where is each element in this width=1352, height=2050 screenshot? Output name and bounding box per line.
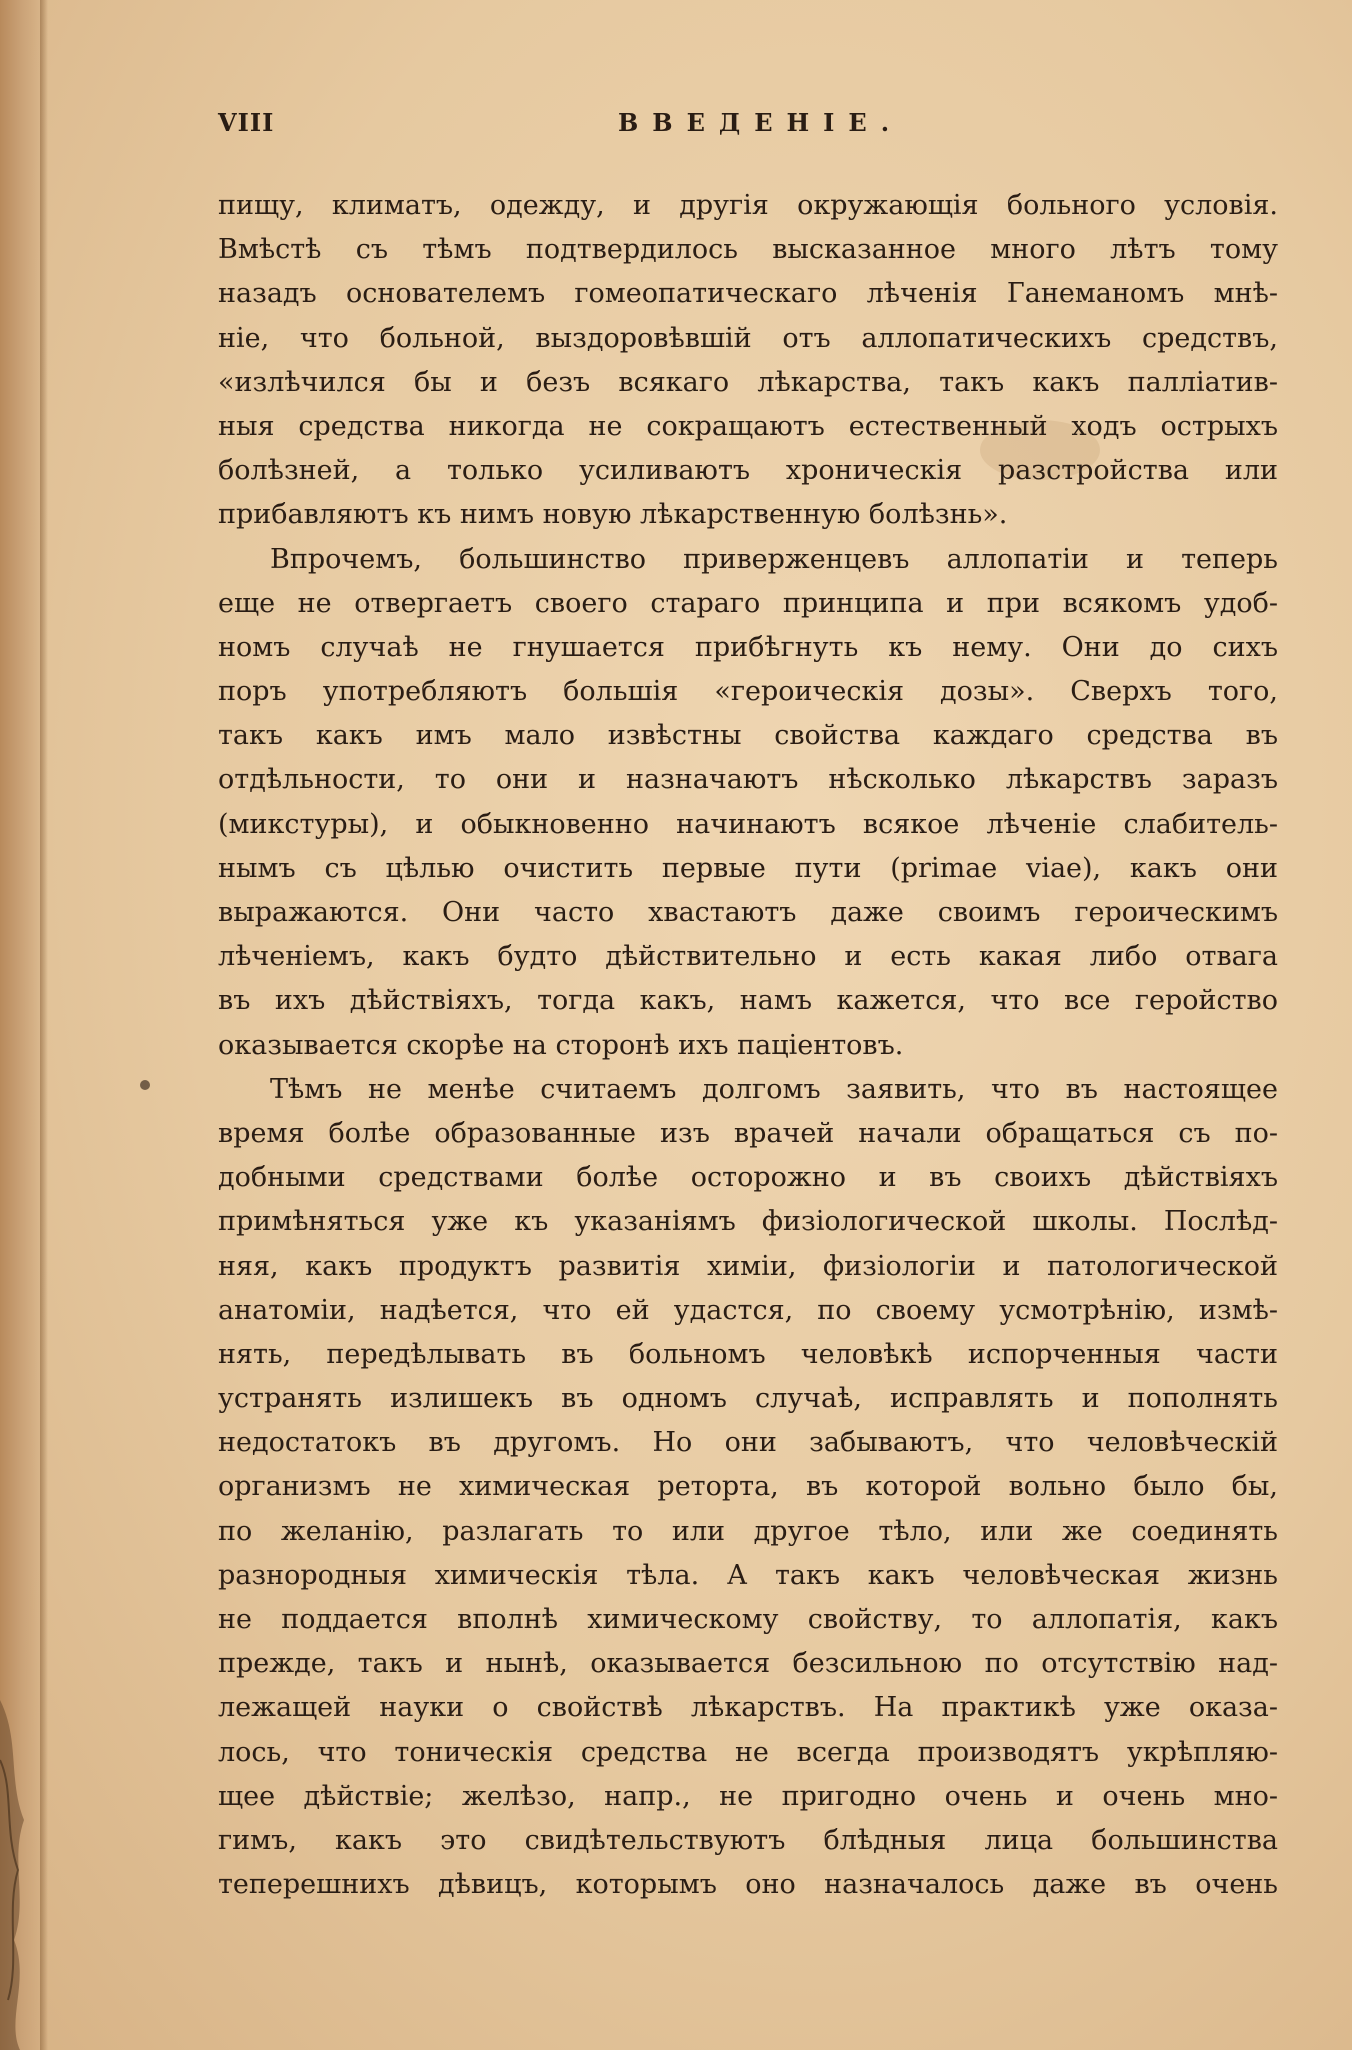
text-line: разнородныя химическія тѣла. А такъ какъ человѣческая жизнь — [218, 1559, 1278, 1591]
text-line: болѣзней, а только усиливаютъ хроническія разстройства или — [218, 455, 1278, 487]
text-line: оказывается скорѣе на сторонѣ ихъ паціентовъ. — [218, 1029, 904, 1061]
text-line: не поддается вполнѣ химическому свойству, то аллопатія, какъ — [218, 1604, 1278, 1635]
text-line: лѣченіемъ, какъ будто дѣйствительно и есть какая либо отвага — [218, 941, 1278, 973]
text-line: въ ихъ дѣйствіяхъ, тогда какъ, намъ кажется, что все геройство — [218, 985, 1278, 1017]
text-line: недостатокъ въ другомъ. Но они забываютъ, что человѣческій — [218, 1427, 1278, 1459]
paragraph — [218, 1068, 1278, 1908]
text-line: организмъ не химическая реторта, въ которой вольно было бы, — [218, 1471, 1278, 1503]
binding-ornament-icon — [0, 1700, 34, 2050]
text-line: (микстуры), и обыкновенно начинаютъ всякое лѣченіе слабитель- — [218, 808, 1278, 840]
text-line: ніе, что больной, выздоровѣвшій отъ аллопатическихъ средствъ, — [218, 322, 1278, 354]
text-line: ныя средства никогда не сокращаютъ естественный ходъ острыхъ — [218, 410, 1278, 442]
text-line: теперешнихъ дѣвицъ, которымъ оно назначалось даже въ очень — [218, 1869, 1278, 1901]
text-line: пищу, климатъ, одежду, и другія окружающія больного условія. — [218, 190, 1278, 221]
text-line: поръ употребляютъ большія «героическія дозы». Сверхъ того, — [218, 676, 1278, 708]
text-line: по желанію, разлагать то или другое тѣло, или же соединять — [218, 1515, 1278, 1547]
text-line: «излѣчился бы и безъ всякаго лѣкарства, такъ какъ палліатив- — [218, 366, 1278, 398]
text-line: Тѣмъ не менѣе считаемъ долгомъ заявить, что въ настоящее — [270, 1073, 1278, 1105]
paragraph — [218, 538, 1278, 1068]
text-line: прежде, такъ и нынѣ, оказывается безсильною по отсутствію над- — [218, 1648, 1278, 1680]
ink-speck — [140, 1080, 150, 1090]
running-head — [218, 100, 1278, 150]
text-line: устранять излишекъ въ одномъ случаѣ, исправлять и пополнять — [218, 1383, 1278, 1415]
paragraph — [218, 184, 1278, 538]
text-line: нымъ съ цѣлью очистить первые пути (primae viae), какъ они — [218, 852, 1278, 884]
text-line: гимъ, какъ это свидѣтельствуютъ блѣдныя лица большинства — [218, 1824, 1278, 1856]
text-line: выражаются. Они часто хвастаютъ даже своимъ героическимъ — [218, 897, 1278, 928]
text-line: примѣняться уже къ указаніямъ физіологической школы. Послѣд- — [218, 1206, 1278, 1238]
text-line: прибавляютъ къ нимъ новую лѣкарственную болѣзнь». — [218, 499, 1008, 531]
text-line: Вмѣстѣ съ тѣмъ подтвердилось высказанное много лѣтъ тому — [218, 234, 1278, 266]
text-line: время болѣе образованные изъ врачей начали обращаться съ по- — [218, 1117, 1278, 1149]
body-text — [218, 184, 1278, 1907]
text-line: назадъ основателемъ гомеопатическаго лѣченія Ганеманомъ мнѣ- — [218, 278, 1278, 310]
text-line: лежащей науки о свойствѣ лѣкарствъ. На практикѣ уже оказа- — [218, 1692, 1278, 1724]
page-number: VIII — [218, 108, 275, 137]
gutter-shadow — [40, 0, 48, 2050]
text-line: отдѣльности, то они и назначаютъ нѣсколько лѣкарствъ заразъ — [218, 764, 1278, 796]
text-line: добными средствами болѣе осторожно и въ своихъ дѣйствіяхъ — [218, 1162, 1278, 1194]
text-line: щее дѣйствіе; желѣзо, напр., не пригодно очень и очень мно- — [218, 1780, 1278, 1812]
text-line: нять, передѣлывать въ больномъ человѣкѣ испорченныя части — [218, 1338, 1278, 1370]
book-page — [218, 100, 1278, 1907]
text-line: лось, что тоническія средства не всегда производятъ укрѣпляю- — [218, 1736, 1278, 1768]
text-line: номъ случаѣ не гнушается прибѣгнуть къ нему. Они до сихъ — [218, 631, 1278, 663]
text-line: анатоміи, надѣется, что ей удастся, по своему усмотрѣнію, измѣ- — [218, 1294, 1278, 1326]
running-title: ВВЕДЕНІЕ. — [618, 108, 904, 137]
text-line: такъ какъ имъ мало извѣстны свойства каждаго средства въ — [218, 720, 1278, 752]
text-line: няя, какъ продуктъ развитія химіи, физіологіи и патологической — [218, 1250, 1278, 1282]
text-line: еще не отвергаетъ своего стараго принципа и при всякомъ удоб- — [218, 587, 1278, 619]
text-line: Впрочемъ, большинство приверженцевъ аллопатіи и теперь — [270, 543, 1278, 575]
